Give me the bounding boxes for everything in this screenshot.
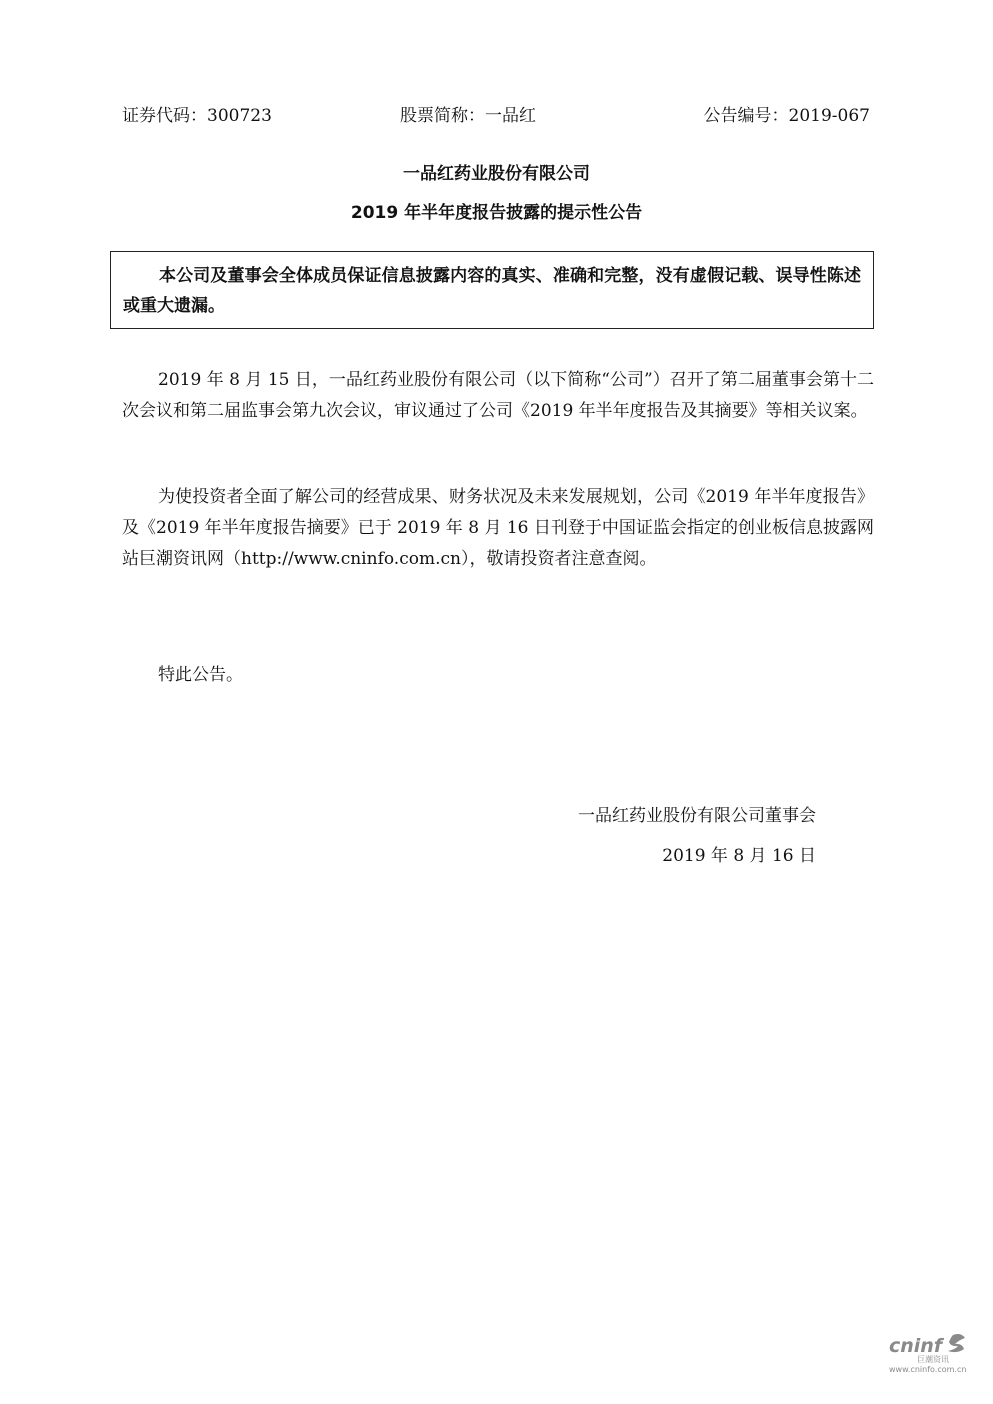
signature-date: 2019 年 8 月 16 日: [662, 846, 816, 866]
body-paragraph-meeting: 2019 年 8 月 15 日，一品红药业股份有限公司（以下简称“公司”）召开了第二届董事会第十二次会议和第二届监事会第九次会议，审议通过了公司《2019 年半年度报告及其摘要》等相关议案。: [122, 370, 874, 421]
watermark-cn-name: 巨潮资讯: [917, 1355, 949, 1364]
cninfo-watermark-logo: [887, 1328, 971, 1374]
announcement-title: 2019 年半年度报告披露的提示性公告: [350, 203, 643, 223]
stock-code: 证券代码：300723: [122, 106, 272, 126]
watermark-url: www.cninfo.com.cn: [889, 1365, 967, 1374]
watermark-brand: cninf: [889, 1335, 943, 1357]
body-paragraph-closing: 特此公告。: [158, 665, 243, 685]
disclaimer-box: [110, 251, 874, 329]
stock-short-name: 股票简称：一品红: [400, 106, 536, 126]
cninfo-swirl-icon: [948, 1334, 965, 1352]
document-header: [122, 104, 870, 128]
company-title: 一品红药业股份有限公司: [403, 164, 590, 184]
signature-company: 一品红药业股份有限公司董事会: [578, 806, 816, 826]
disclaimer-text: 本公司及董事会全体成员保证信息披露内容的真实、准确和完整，没有虚假记载、误导性陈述或重大遗漏。: [123, 266, 861, 316]
body-paragraph-disclosure: 为使投资者全面了解公司的经营成果、财务状况及未来发展规划，公司《2019 年半年度报告》及《2019 年半年度报告摘要》已于 2019 年 8 月 16 日刊登于中国证监会指定的创业板信息披露网站巨潮资讯网（http://www.cninfo.com.cn），敬请投资者注意查阅。: [122, 487, 874, 569]
announcement-number: 公告编号：2019-067: [703, 106, 870, 126]
